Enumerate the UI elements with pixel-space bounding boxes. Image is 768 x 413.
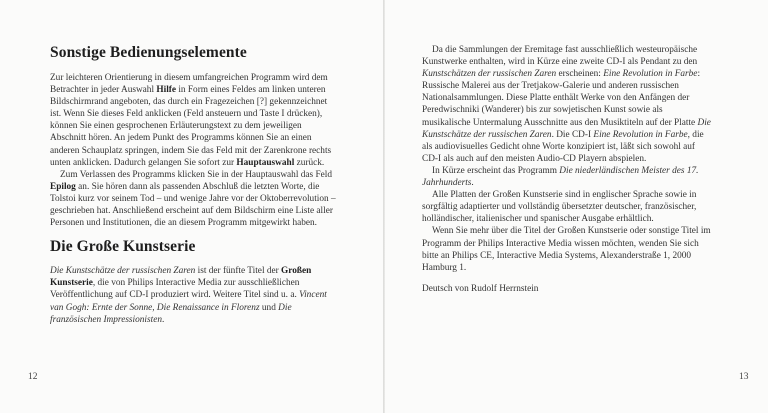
paragraph-kontakt: Wenn Sie mehr über die Titel der Großen Kunstserie oder sonstige Titel im Programm der Philips Interactive Media wissen möchten, wenden Sie sich bitte an Philips CE, Interactive Media Systems, Alexanderstraße 1, 2000 Hamburg 1.: [422, 226, 711, 273]
italic-title: Eine Revolution in Farbe: [593, 129, 688, 140]
text-run: an. Sie hören dann als passenden Abschluß die letzten Worte, die Tolstoi kurz vor seinem Tod – und wenige Jahre vor der Oktoberrevolution – geschrieben hat. Anschließend erscheint auf dem Bildschirm eine Liste aller Personen und Institutionen, die an diesem Programm mitgewirkt haben.: [50, 181, 336, 229]
page-number-right: 13: [739, 372, 749, 382]
bold-term-hauptauswahl: Hauptauswahl: [236, 157, 295, 168]
heading-sonstige-bedienungselemente: Sonstige Bedienungselemente: [50, 44, 247, 61]
text-run: .: [471, 178, 474, 189]
text-run: in Form eines Feldes am linken unteren Bildschirmrand angeboten, das durch ein Fragezeichen [?] gekennzeichnet ist. Wenn Sie dieses Feld anklicken (Feld ansteuern und Taste I drücken), können Sie einen gesprochenen Erläuterungstext zu dem jeweiligen Abschnitt hören. An jedem Punkt des Programms können Sie an einen anderen Schauplatz springen, indem Sie das Feld mit der Zarenkrone rechts unten anklicken. Dadurch gelangen Sie sofort zur: [50, 85, 332, 168]
italic-title: Die französischen Impressionisten: [50, 302, 292, 325]
paragraph-sprachausgaben: Alle Platten der Großen Kunstserie sind in englischer Sprache sowie in sorgfältig adaptierter und vollständig übersetzter deutscher, französischer, holländischer, italienischer und spanischer Ausgabe erhältlich.: [422, 190, 697, 225]
text-run: und: [259, 302, 279, 313]
italic-title: Die niederländischen Meister des 17. Jahrhunderts: [422, 165, 699, 189]
bold-term-hilfe: Hilfe: [156, 85, 176, 96]
text-run: erscheinen:: [556, 69, 604, 80]
italic-title: Die Kunstschätze der russischen Zaren: [50, 266, 196, 277]
text-run: : Russische Malerei aus der Tretjakow-Galerie und anderen russischen Nationalsammlungen. Diese Platte enthält Werke von den Anfängen der Peredwischniki (Wanderer) bis zur sowjetischen Kunst sowie als musikalische Untermalung Ausschnitte aus den Musiktiteln auf der Platte: [422, 69, 701, 128]
bold-term-grosse-kunstserie: Großen Kunstserie: [50, 266, 312, 289]
italic-title: Eine Revolution in Farbe: [603, 69, 698, 80]
text-run: zurück.: [294, 157, 325, 168]
text-run: Zur leichteren Orientierung in diesem umfangreichen Programm wird dem Betrachter in jeder Auswahl: [50, 73, 328, 96]
italic-title: Kunstschätzen der russischen Zaren: [422, 69, 557, 80]
translator-credit: Deutsch von Rudolf Herrnstein: [422, 283, 539, 294]
text-run: , die von Philips Interactive Media zur ausschließlichen Veröffentlichung auf CD-I produziert wird. Weitere Titel sind u. a.: [50, 278, 300, 301]
text-run: In Kürze erscheint das Programm: [432, 165, 560, 176]
text-run: ist der fünfte Titel der: [195, 266, 282, 277]
paragraph-niederlaendische-meister: [422, 165, 711, 189]
text-run: Da die Sammlungen der Eremitage fast ausschließlich westeuropäische Kunstwerke enthalten, wird in Kürze eine zweite CD-I als Pendant zu den: [422, 45, 698, 68]
text-run: , die als audiovisuelles Gedicht ohne Worte konzipiert ist, läßt sich sowohl auf CD-I als auch auf den meisten Audio-CD Playern abspielen.: [422, 129, 704, 164]
spacer: [422, 274, 711, 283]
italic-title: Die Kunstschätze der russischen Zaren: [422, 117, 711, 140]
text-run: . Die CD-I: [551, 129, 594, 140]
bold-term-epilog: Epilog: [50, 181, 76, 192]
heading-grosse-kunstserie: Die Große Kunstserie: [50, 238, 196, 256]
text-run: Zum Verlassen des Programms klicken Sie in der Hauptauswahl das Feld: [60, 169, 332, 180]
text-run: .: [162, 314, 165, 325]
italic-title: Vincent van Gogh: Ernte der Sonne, Die Renaissance in Florenz: [50, 290, 327, 313]
paragraph-eremitage: [422, 44, 711, 165]
page-number-left: 12: [28, 372, 38, 382]
right-column: [422, 44, 711, 295]
